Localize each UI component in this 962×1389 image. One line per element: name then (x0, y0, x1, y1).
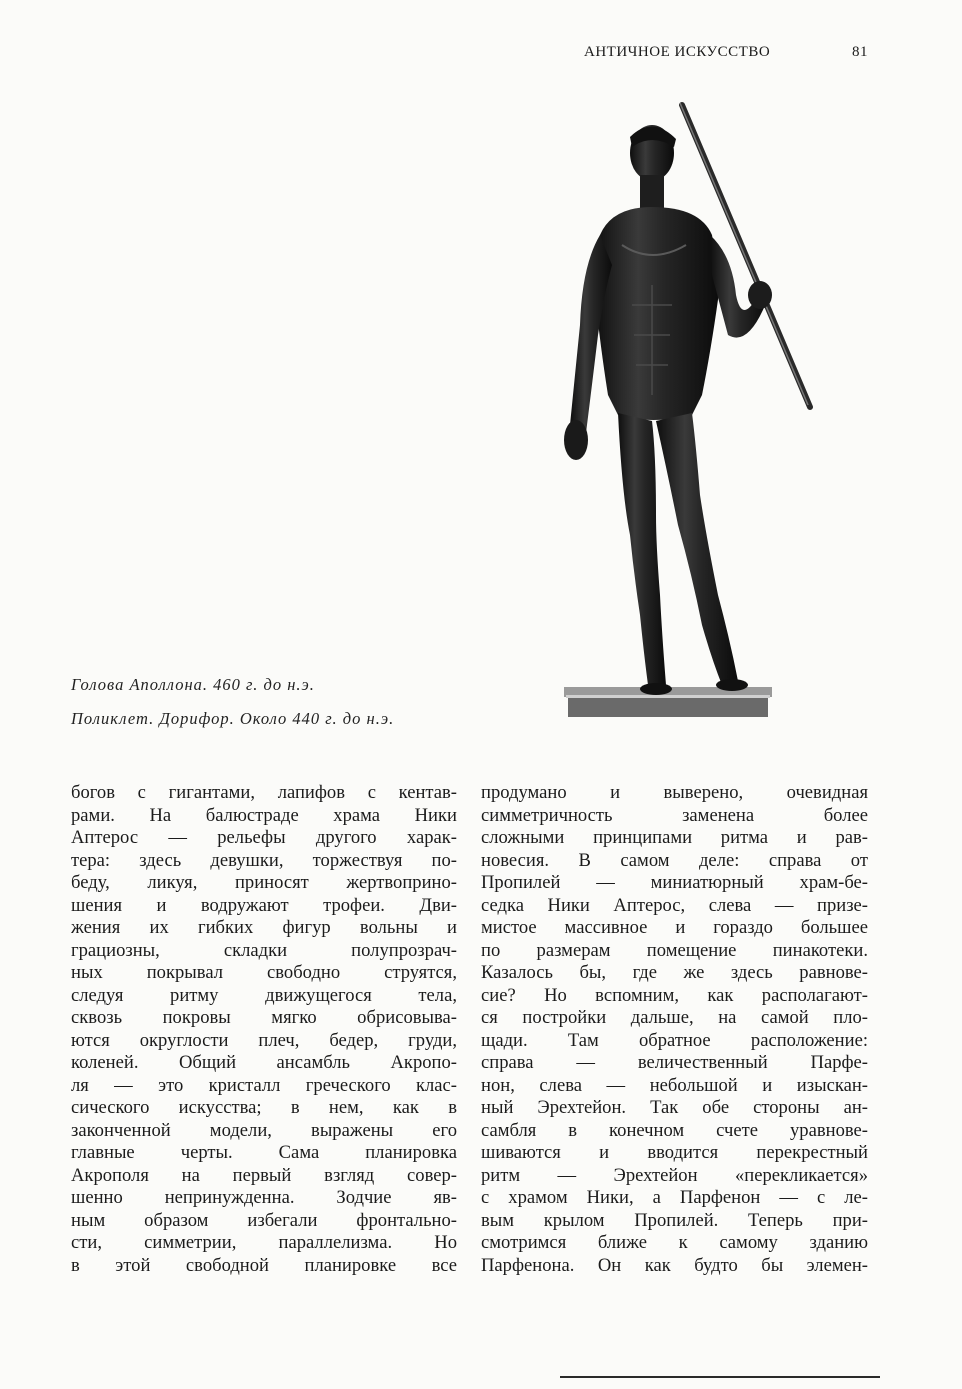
figure-caption-1: Голова Аполлона. 460 г. до н.э. (71, 675, 315, 694)
text-line: нон, слева — небольшой и изыскан- (481, 1074, 868, 1096)
text-line: ритм — Эрехтейон «перекликается» (481, 1164, 868, 1186)
text-line: ются округлости плеч, бедер, груди, (71, 1029, 457, 1051)
text-line: ся постройки дальше, на самой пло- (481, 1007, 868, 1028)
text-line: богов с гигантами, лапифов с кентав- (71, 782, 457, 803)
text-line: сквозь покровы мягко обрисовыва- (71, 1007, 457, 1028)
text-line: беду, ликуя, приносят жертвоприно- (71, 872, 457, 893)
text-line: по размерам помещение пинакотеки. (481, 939, 868, 961)
text-line: сие? Но вспомним, как располагают- (481, 984, 868, 1006)
text-line: Парфенона. Он как будто бы элемен- (481, 1254, 868, 1276)
text-line: шенно непринужденна. Зодчие яв- (71, 1187, 457, 1208)
text-line: тера: здесь девушки, торжествуя по- (71, 849, 457, 871)
text-line: самбля в конечном счете уравнове- (481, 1119, 868, 1141)
text-line: ный Эрехтейон. Так обе стороны ан- (481, 1097, 868, 1118)
text-line: шиваются и вводится перекрестный (481, 1142, 868, 1163)
page-number: 81 (852, 44, 868, 60)
statue-photo (552, 95, 822, 725)
text-line: законченной модели, выражены его (71, 1119, 457, 1141)
text-line: вым крылом Пропилей. Теперь при- (481, 1209, 868, 1231)
text-line: ным образом избегали фронтально- (71, 1209, 457, 1231)
text-line: мистое массивное и гораздо большее (481, 917, 868, 938)
running-header (560, 44, 870, 70)
figure-caption-2: Поликлет. Дорифор. Около 440 г. до н.э. (71, 709, 395, 728)
text-line: следуя ритму движущегося тела, (71, 984, 457, 1006)
text-line: сического искусства; в нем, как в (71, 1097, 457, 1118)
body-column-left (71, 782, 457, 1277)
text-line: Пропилей — миниатюрный храм-бе- (481, 872, 868, 893)
text-line: щади. Там обратное расположение: (481, 1029, 868, 1051)
body-column-right (481, 782, 868, 1277)
text-line: Аптерос — рельефы другого харак- (71, 827, 457, 848)
text-line: симметричность заменена более (481, 804, 868, 826)
text-line: сложными принципами ритма и рав- (481, 827, 868, 848)
text-line: в этой свободной планировке все (71, 1254, 457, 1276)
running-header-title: АНТИЧНОЕ ИСКУССТВО (584, 44, 771, 60)
text-line: главные черты. Сама планировка (71, 1142, 457, 1163)
text-line: сти, симметрии, параллелизма. Но (71, 1232, 457, 1253)
page-edge-rule (560, 1376, 880, 1378)
text-line: Казалось бы, где же здесь равнове- (481, 962, 868, 983)
text-line: Акрополя на первый взгляд совер- (71, 1164, 457, 1186)
text-line: новесия. В самом деле: справа от (481, 849, 868, 871)
text-line: жения их гибких фигур вольны и (71, 917, 457, 938)
text-line: шения и водружают трофеи. Дви- (71, 894, 457, 916)
text-line: ных покрывал свободно струятся, (71, 962, 457, 983)
text-line: справа — величественный Парфе- (481, 1052, 868, 1073)
text-line: рами. На балюстраде храма Ники (71, 804, 457, 826)
text-line: смотримся ближе к самому зданию (481, 1232, 868, 1253)
text-line: грациозны, складки полупрозрач- (71, 939, 457, 961)
text-line: продумано и выверено, очевидная (481, 782, 868, 803)
text-line: коленей. Общий ансамбль Акропо- (71, 1052, 457, 1073)
text-line: с храмом Ники, а Парфенон — с ле- (481, 1187, 868, 1208)
text-line: ля — это кристалл греческого клас- (71, 1074, 457, 1096)
text-line: седка Ники Аптерос, слева — призе- (481, 894, 868, 916)
